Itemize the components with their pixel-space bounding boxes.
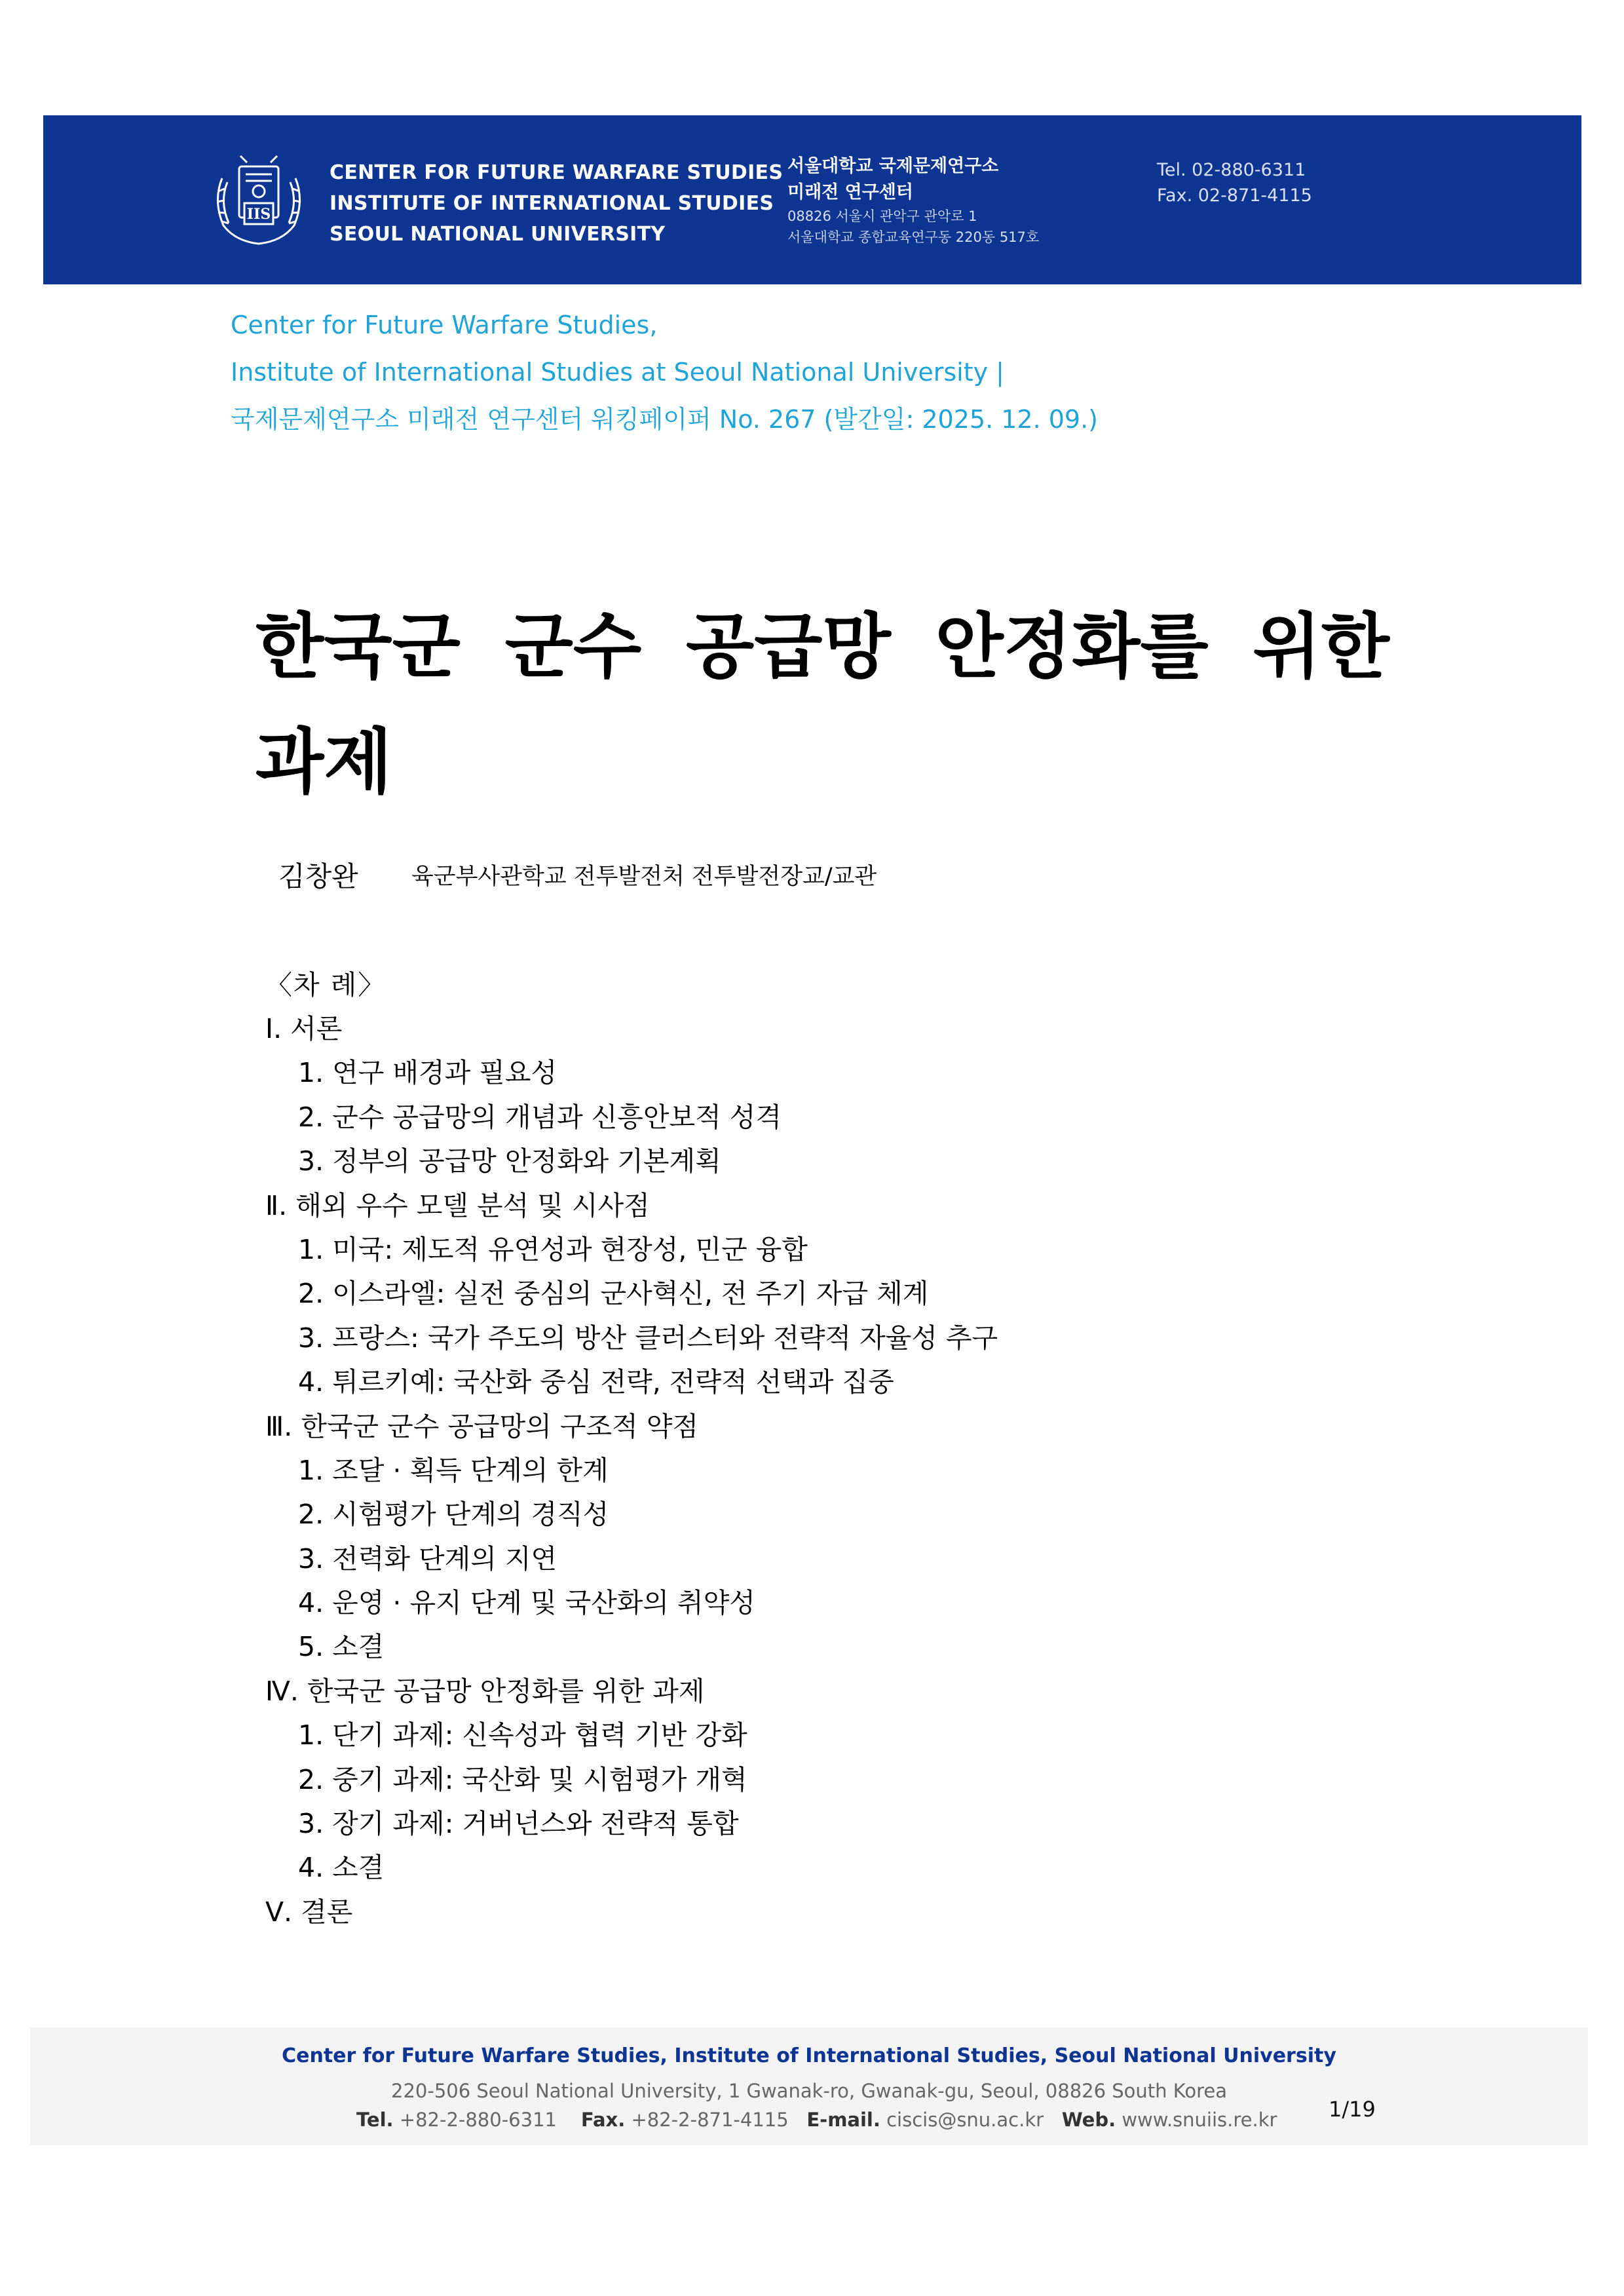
toc-subsection: 1. 조달 · 획득 단계의 한계 xyxy=(298,1454,609,1486)
org-en-line: CENTER FOR FUTURE WARFARE STUDIES xyxy=(330,161,784,184)
series-line: Center for Future Warfare Studies, xyxy=(231,311,658,339)
series-line: Institute of International Studies at Seoul National University | xyxy=(231,358,1004,387)
toc-subsection: 4. 소결 xyxy=(298,1852,385,1884)
toc-section: Ⅴ. 결론 xyxy=(265,1896,353,1928)
toc-heading: 〈차 례〉 xyxy=(265,969,387,1001)
footer-fax: +82-2-871-4115 xyxy=(631,2109,789,2131)
address-line: 08826 서울시 관악구 관악로 1 xyxy=(787,208,977,224)
toc-section: Ⅱ. 해외 우수 모델 분석 및 시사점 xyxy=(265,1189,650,1221)
web-label: Web. xyxy=(1061,2109,1116,2131)
email-label: E-mail. xyxy=(806,2109,880,2131)
header-banner xyxy=(43,115,1581,284)
toc-section: Ⅰ. 서론 xyxy=(265,1013,343,1044)
footer-tel: +82-2-880-6311 xyxy=(399,2109,557,2131)
toc-subsection: 1. 연구 배경과 필요성 xyxy=(298,1057,557,1089)
org-en-line: INSTITUTE OF INTERNATIONAL STUDIES xyxy=(330,192,774,215)
toc-subsection: 3. 전력화 단계의 지연 xyxy=(298,1542,557,1575)
footer-web: www.snuiis.re.kr xyxy=(1122,2109,1277,2131)
toc-section: Ⅲ. 한국군 군수 공급망의 구조적 약점 xyxy=(265,1410,698,1442)
organization-name-english xyxy=(330,157,783,250)
toc-subsection: 3. 프랑스: 국가 주도의 방산 클러스터와 전략적 자율성 추구 xyxy=(298,1322,998,1354)
toc-subsection: 3. 정부의 공급망 안정화와 기본계획 xyxy=(298,1145,721,1177)
contact-info xyxy=(1157,157,1312,208)
fax-number: Fax. 02-871-4115 xyxy=(1157,185,1312,206)
org-en-line: SEOUL NATIONAL UNIVERSITY xyxy=(330,223,666,246)
toc-subsection: 1. 미국: 제도적 유연성과 현장성, 민군 융합 xyxy=(298,1233,808,1265)
footer-email: ciscis@snu.ac.kr xyxy=(886,2109,1044,2131)
series-info xyxy=(231,301,1098,443)
author-name: 김창완 xyxy=(278,860,358,892)
toc-section: Ⅳ. 한국군 공급망 안정화를 위한 과제 xyxy=(265,1675,705,1707)
toc-subsection: 3. 장기 과제: 거버넌스와 전략적 통합 xyxy=(298,1808,739,1840)
tel-label: Tel. xyxy=(356,2109,394,2131)
tel-number: Tel. 02-880-6311 xyxy=(1157,160,1306,180)
series-line: 국제문제연구소 미래전 연구센터 워킹페이퍼 No. 267 (발간일: 2025. 12. 09.) xyxy=(231,405,1099,434)
footer-contacts xyxy=(356,2109,1277,2131)
toc-subsection: 5. 소결 xyxy=(298,1631,385,1663)
page-footer xyxy=(30,2027,1588,2145)
footer-organization: Center for Future Warfare Studies, Institute of International Studies, Seoul National University xyxy=(282,2044,1336,2067)
org-kr-line: 서울대학교 국제문제연구소 xyxy=(787,156,999,176)
toc-subsection: 4. 운영 · 유지 단계 및 국산화의 취약성 xyxy=(298,1587,755,1619)
table-of-contents xyxy=(265,963,998,1934)
org-kr-line: 미래전 연구센터 xyxy=(787,182,913,202)
toc-subsection: 2. 중기 과제: 국산화 및 시험평가 개혁 xyxy=(298,1763,747,1795)
toc-subsection: 2. 군수 공급망의 개념과 신흥안보적 성격 xyxy=(298,1101,782,1133)
author-affiliation: 육군부사관학교 전투발전처 전투발전장교/교관 xyxy=(411,864,877,890)
paper-title: 한국군 군수 공급망 안정화를 위한 과제 xyxy=(255,606,1389,803)
toc-subsection: 4. 튀르키예: 국산화 중심 전략, 전략적 선택과 집중 xyxy=(298,1366,894,1398)
toc-subsection: 2. 이스라엘: 실전 중심의 군사혁신, 전 주기 자급 체계 xyxy=(298,1278,929,1310)
page-number: 1/19 xyxy=(1329,2097,1376,2122)
toc-subsection: 1. 단기 과제: 신속성과 협력 기반 강화 xyxy=(298,1719,747,1751)
toc-subsection: 2. 시험평가 단계의 경직성 xyxy=(298,1499,609,1531)
institute-emblem-icon xyxy=(209,152,309,249)
organization-name-korean xyxy=(787,153,1039,248)
fax-label: Fax. xyxy=(580,2109,626,2131)
emblem-letters: IIS xyxy=(246,206,271,223)
address-line: 서울대학교 종합교육연구동 220동 517호 xyxy=(787,229,1040,245)
footer-address: 220-506 Seoul National University, 1 Gwanak-ro, Gwanak-gu, Seoul, 08826 South Korea xyxy=(391,2080,1227,2102)
